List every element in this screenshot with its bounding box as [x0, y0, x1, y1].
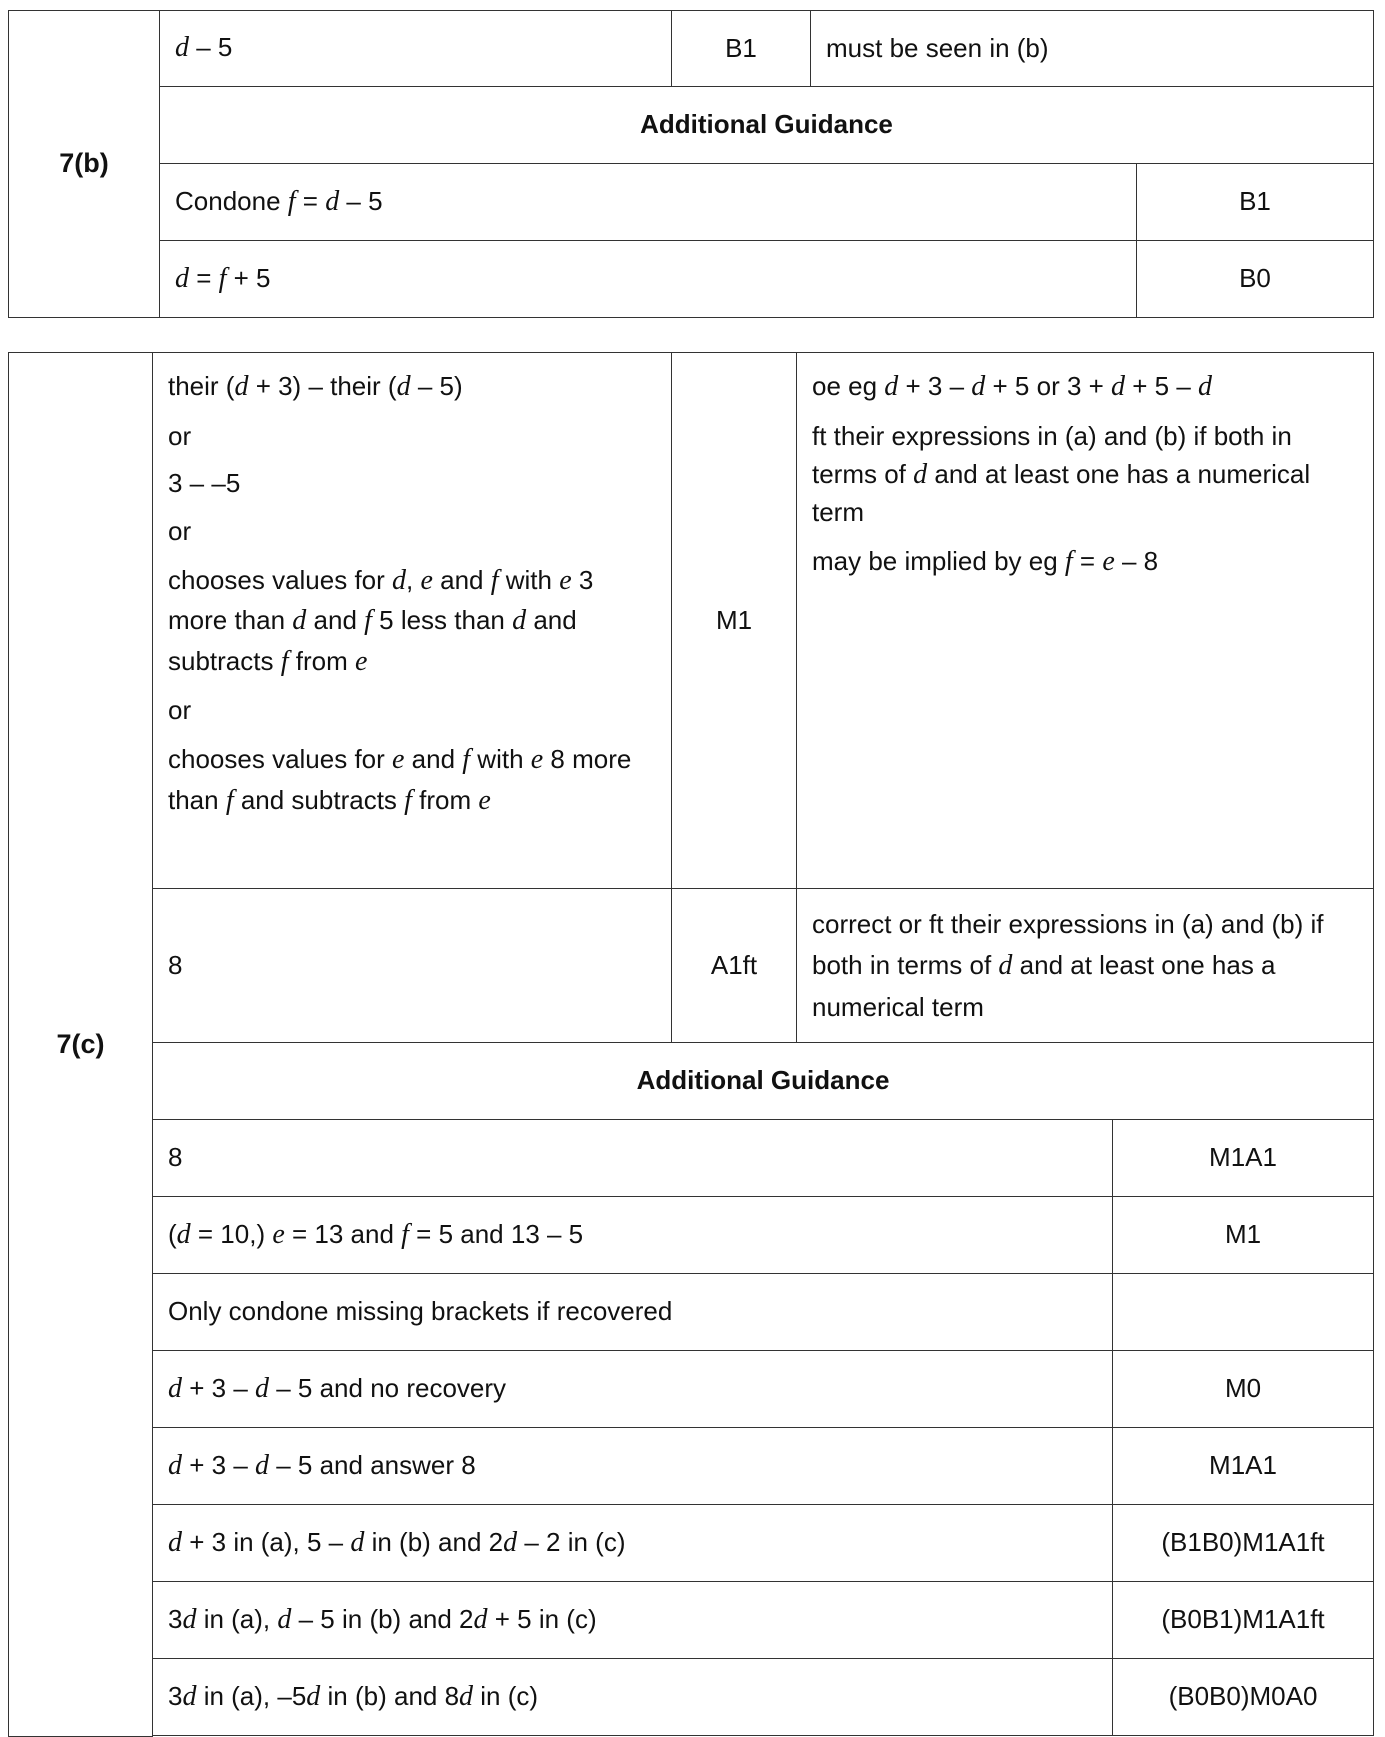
m1-answer-line [168, 418, 656, 456]
text-run: and [306, 605, 365, 636]
answer-cell [160, 11, 672, 87]
math-variable: d [325, 185, 340, 217]
text-run: – 5 and answer 8 [269, 1449, 476, 1480]
math-variable: d [168, 1449, 182, 1481]
text-run: 3 – –5 [168, 468, 241, 499]
answer-text [175, 32, 232, 62]
text-run: chooses values for [168, 744, 393, 775]
text-run: + 5 [226, 262, 271, 293]
a1-mark: A1ft [672, 889, 797, 1043]
text-run: correct or ft their expressions in (a) and (b) if both in terms of [812, 908, 1324, 980]
m1-comments [812, 367, 1358, 581]
math-variable: d [176, 1218, 191, 1250]
math-variable: d [503, 1526, 518, 1558]
m1-comment-line [812, 367, 1358, 406]
text-run: – 8 [1114, 546, 1159, 577]
guidance-mark: B0 [1137, 241, 1374, 318]
m1-mark: M1 [672, 353, 797, 889]
guidance-mark: (B0B1)M1A1ft [1113, 1582, 1374, 1659]
guidance-text-content [168, 1604, 597, 1634]
text-run: oe eg [812, 371, 885, 401]
additional-guidance-heading: Additional Guidance [153, 1043, 1374, 1120]
text-run: – 5 and no recovery [269, 1372, 507, 1403]
text-run: with [470, 744, 531, 775]
math-variable: d [168, 1526, 182, 1558]
a1-comment [797, 889, 1374, 1043]
guidance-text-content [168, 1681, 538, 1711]
text-run: = 10,) [190, 1218, 273, 1249]
math-variable: d [182, 1680, 197, 1712]
text-run: 8 more than [168, 744, 632, 815]
text-run: – 2 in (c) [517, 1526, 626, 1557]
math-variable: f [280, 645, 289, 677]
math-variable: d [1198, 371, 1213, 402]
question-number: 7(c) [9, 353, 153, 1737]
text-run: + 3 – [182, 1449, 255, 1480]
guidance-text-content [168, 1450, 476, 1480]
text-run: their ( [168, 371, 235, 401]
text-run: – 5 in (b) and 2 [291, 1603, 474, 1634]
m1-answer-line [168, 513, 656, 551]
text-run: from [411, 784, 479, 815]
math-variable: d [884, 371, 899, 402]
text-run: + 3 in (a), 5 – [182, 1526, 351, 1557]
spacer [153, 1736, 1374, 1737]
text-run: + 3 – [182, 1372, 255, 1403]
m1-answer-cell [153, 353, 672, 889]
comment-cell: must be seen in (b) [811, 11, 1374, 87]
text-run: or [168, 695, 192, 726]
math-variable: d [234, 371, 249, 402]
math-variable: d [396, 371, 411, 402]
text-run: Condone [175, 185, 288, 216]
text-run: with [498, 564, 560, 595]
text-run: , [406, 564, 421, 595]
text-run: ft their expressions in (a) and (b) if both in terms of [812, 421, 1292, 489]
math-variable: e [272, 1218, 285, 1250]
math-variable: d [277, 1603, 292, 1635]
guidance-text-content [175, 186, 383, 216]
math-variable: f [1064, 546, 1073, 578]
question-number: 7(b) [9, 11, 160, 318]
text-run: 8 [168, 1142, 183, 1173]
math-variable: f [364, 605, 372, 637]
text-run: in (b) and 8 [320, 1680, 460, 1711]
math-variable: d [998, 949, 1013, 981]
guidance-text-content [168, 1527, 626, 1557]
guidance-text [160, 164, 1137, 241]
text-run: = 5 and 13 – 5 [408, 1218, 584, 1249]
text-run: in (a), [196, 1603, 278, 1634]
text-run: + 3) – their ( [248, 371, 397, 401]
text-run: = [295, 185, 326, 216]
text-run: + 5 or 3 + [985, 371, 1112, 401]
m1-answer-lines [168, 367, 656, 821]
text-run: ( [168, 1218, 177, 1249]
text-run: 3 [168, 1603, 183, 1634]
math-variable: f [225, 784, 234, 816]
math-variable: d [255, 1449, 269, 1481]
text-run: or [168, 420, 192, 451]
math-variable: d [175, 32, 189, 64]
text-run: + 3 – [898, 371, 972, 401]
math-variable: d [255, 1372, 269, 1404]
math-variable: d [292, 605, 307, 637]
text-run: and [404, 744, 463, 775]
text-run: in (a), –5 [196, 1680, 307, 1711]
text-run: = [1072, 546, 1103, 577]
guidance-mark: (B0B0)M0A0 [1113, 1659, 1374, 1736]
guidance-text [153, 1428, 1113, 1505]
m1-answer-line [168, 561, 656, 683]
mark-scheme-table-7c [8, 352, 1374, 1737]
m1-answer-line [168, 367, 656, 408]
a1-comment-text [812, 909, 1324, 1023]
m1-answer-line [168, 465, 656, 503]
math-variable: f [462, 744, 471, 776]
guidance-text [160, 241, 1137, 318]
guidance-text-content [168, 1219, 583, 1249]
math-variable: f [490, 564, 499, 596]
math-variable: e [354, 645, 368, 677]
math-variable: e [530, 744, 544, 776]
math-variable: e [392, 744, 405, 776]
math-variable: e [478, 784, 491, 816]
m1-comment-cell [797, 353, 1374, 889]
guidance-text [153, 1120, 1113, 1197]
text-run: Only condone missing brackets if recovered [168, 1296, 673, 1327]
a1-answer: 8 [153, 889, 672, 1043]
text-run: – 5 [339, 185, 383, 216]
mark-cell: B1 [672, 11, 811, 87]
math-variable: d [168, 1372, 182, 1404]
text-run: and subtracts [168, 605, 577, 676]
m1-comment-line [812, 542, 1358, 581]
math-variable: f [401, 1218, 409, 1250]
math-variable: d [175, 262, 189, 294]
math-variable: d [392, 564, 407, 596]
mark-scheme-table-7b [8, 10, 1374, 318]
guidance-mark: M1A1 [1113, 1120, 1374, 1197]
math-variable: e [1102, 546, 1115, 578]
text-run: or [168, 515, 192, 546]
text-run: and subtracts [233, 784, 405, 815]
text-run: 5 less than [371, 605, 513, 636]
math-variable: d [913, 458, 928, 490]
guidance-text-content [175, 263, 271, 293]
text-run: and at least one has a numerical term [812, 949, 1276, 1023]
math-variable: d [473, 1603, 488, 1635]
text-run: – 5) [410, 371, 463, 401]
text-run: from [288, 645, 355, 676]
guidance-text-content [168, 1296, 672, 1326]
math-variable: d [512, 605, 527, 637]
guidance-mark: B1 [1137, 164, 1374, 241]
math-variable: d [350, 1526, 365, 1558]
text-run: and at least one has a numerical term [812, 458, 1311, 527]
guidance-mark [1113, 1274, 1374, 1351]
additional-guidance-heading: Additional Guidance [160, 87, 1374, 164]
guidance-text-content [168, 1142, 182, 1172]
math-variable: d [459, 1680, 474, 1712]
guidance-text-content [168, 1373, 506, 1403]
text-run: 3 more than [168, 564, 594, 636]
guidance-text [153, 1582, 1113, 1659]
math-variable: f [404, 784, 412, 816]
text-run: and [432, 564, 491, 595]
guidance-text [153, 1351, 1113, 1428]
guidance-mark: (B1B0)M1A1ft [1113, 1505, 1374, 1582]
text-run: + 5 in (c) [487, 1603, 597, 1634]
text-run: = [189, 262, 219, 293]
math-variable: e [559, 564, 572, 596]
math-variable: f [287, 185, 296, 217]
math-variable: f [218, 262, 227, 294]
guidance-mark: M1 [1113, 1197, 1374, 1274]
math-variable: d [306, 1680, 321, 1712]
guidance-mark: M0 [1113, 1351, 1374, 1428]
text-run: = 13 and [284, 1218, 402, 1249]
guidance-mark: M1A1 [1113, 1428, 1374, 1505]
text-run: 3 [168, 1680, 183, 1711]
text-run: chooses values for [168, 564, 393, 595]
m1-comment-line [812, 418, 1358, 530]
m1-answer-line [168, 740, 656, 821]
text-run: may be implied by eg [812, 546, 1065, 577]
text-run: in (c) [473, 1680, 539, 1711]
guidance-text [153, 1197, 1113, 1274]
math-variable: d [1111, 371, 1126, 402]
text-run: – 5 [189, 32, 233, 63]
text-run: in (b) and 2 [364, 1526, 504, 1557]
math-variable: e [420, 564, 433, 596]
math-variable: d [971, 371, 986, 402]
math-variable: d [182, 1603, 197, 1635]
text-run: + 5 – [1125, 371, 1199, 401]
guidance-text [153, 1274, 1113, 1351]
m1-answer-line [168, 692, 656, 730]
guidance-text [153, 1505, 1113, 1582]
